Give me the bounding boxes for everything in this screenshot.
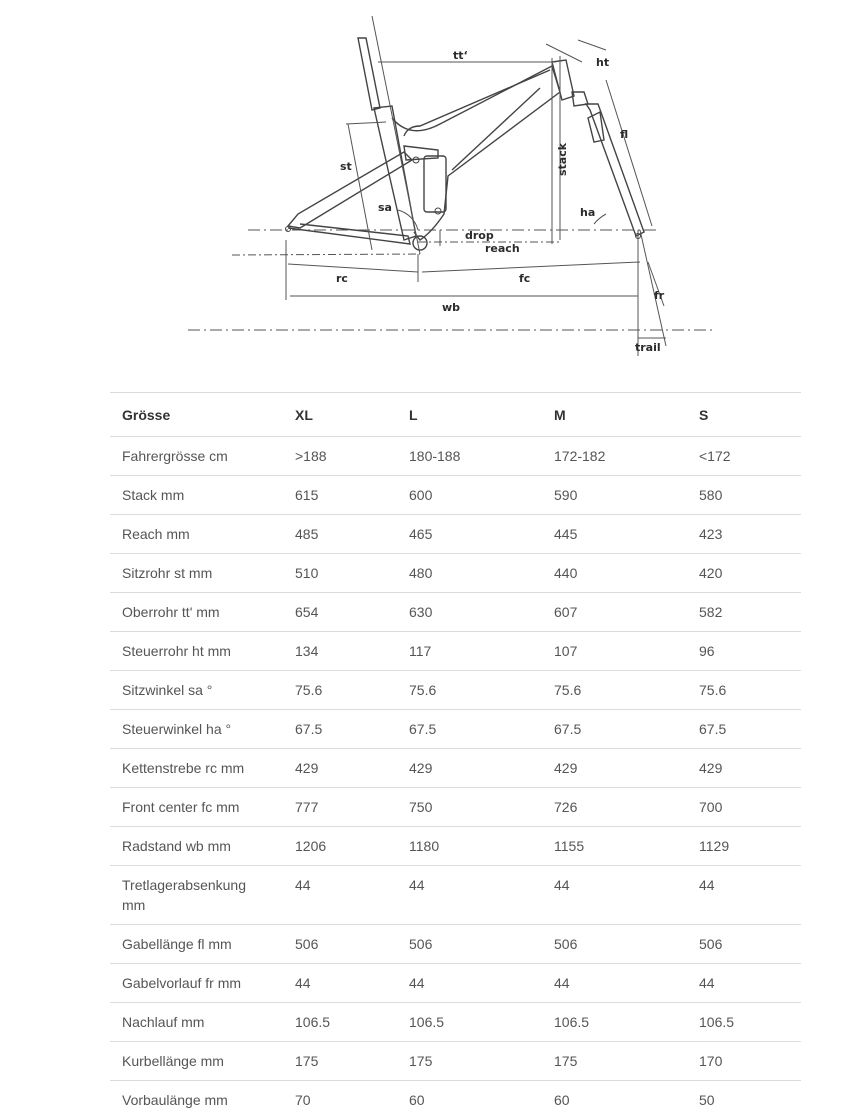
table-row [110,925,801,964]
cell: 44 [687,964,801,1003]
cell: 67.5 [687,710,801,749]
label-stack: stack [556,142,569,176]
table-row [110,749,801,788]
cell: 615 [283,476,397,515]
table-row [110,671,801,710]
label-sa: sa [378,201,392,214]
row-label: Steuerrohr ht mm [110,632,283,671]
cell: 175 [542,1042,687,1081]
row-label: Steuerwinkel ha ° [110,710,283,749]
cell: 44 [542,866,687,925]
cell: 630 [397,593,542,632]
bike-geometry-diagram [0,0,868,370]
cell: 465 [397,515,542,554]
cell: 510 [283,554,397,593]
table-row [110,1042,801,1081]
cell: 726 [542,788,687,827]
row-label: Fahrergrösse cm [110,437,283,476]
table-row [110,632,801,671]
label-rc: rc [336,272,348,285]
table-row [110,788,801,827]
cell: 429 [283,749,397,788]
label-reach: reach [485,242,520,255]
label-ht: ht [596,56,610,69]
label-fl: fl [620,128,629,141]
cell: 580 [687,476,801,515]
cell: 607 [542,593,687,632]
cell: 70 [283,1081,397,1120]
cell: <172 [687,437,801,476]
cell: 44 [283,964,397,1003]
label-wb: wb [442,301,461,314]
header-xl: XL [283,393,397,437]
cell: 44 [542,964,687,1003]
cell: 485 [283,515,397,554]
table-row [110,593,801,632]
row-label: Vorbaulänge mm [110,1081,283,1120]
cell: 506 [687,925,801,964]
row-label: Gabellänge fl mm [110,925,283,964]
cell: 506 [283,925,397,964]
cell: 175 [397,1042,542,1081]
cell: 429 [542,749,687,788]
cell: 75.6 [687,671,801,710]
cell: 654 [283,593,397,632]
table-row [110,866,801,925]
label-fr: fr [654,289,665,302]
cell: 67.5 [397,710,542,749]
cell: 60 [542,1081,687,1120]
cell: 107 [542,632,687,671]
header-m: M [542,393,687,437]
row-label: Sitzrohr st mm [110,554,283,593]
cell: 777 [283,788,397,827]
cell: 480 [397,554,542,593]
label-st: st [340,160,352,173]
label-fc: fc [519,272,531,285]
label-drop: drop [465,229,494,242]
table-row [110,554,801,593]
cell: 67.5 [283,710,397,749]
row-label: Front center fc mm [110,788,283,827]
table-row [110,515,801,554]
cell: 1129 [687,827,801,866]
row-label: Oberrohr tt' mm [110,593,283,632]
cell: 429 [687,749,801,788]
row-label: Sitzwinkel sa ° [110,671,283,710]
row-label: Gabelvorlauf fr mm [110,964,283,1003]
cell: 423 [687,515,801,554]
cell: 506 [397,925,542,964]
cell: 1180 [397,827,542,866]
row-label: Kettenstrebe rc mm [110,749,283,788]
cell: 172-182 [542,437,687,476]
row-label: Reach mm [110,515,283,554]
cell: 175 [283,1042,397,1081]
cell: 134 [283,632,397,671]
table-row [110,710,801,749]
row-label: Nachlauf mm [110,1003,283,1042]
table-row [110,827,801,866]
cell: 445 [542,515,687,554]
cell: 1155 [542,827,687,866]
cell: 60 [397,1081,542,1120]
row-label: Kurbellänge mm [110,1042,283,1081]
cell: 106.5 [542,1003,687,1042]
cell: 440 [542,554,687,593]
table-row [110,964,801,1003]
header-size: Grösse [110,393,283,437]
cell: 75.6 [397,671,542,710]
cell: 75.6 [283,671,397,710]
cell: 44 [397,964,542,1003]
row-label: Tretlagerabsenkung mm [110,866,283,925]
cell: 180-188 [397,437,542,476]
table-row [110,1081,801,1120]
cell: 106.5 [397,1003,542,1042]
row-label: Radstand wb mm [110,827,283,866]
label-ha: ha [580,206,596,219]
table-row [110,476,801,515]
cell: >188 [283,437,397,476]
table-row [110,437,801,476]
cell: 44 [283,866,397,925]
cell: 106.5 [687,1003,801,1042]
cell: 506 [542,925,687,964]
cell: 420 [687,554,801,593]
cell: 106.5 [283,1003,397,1042]
cell: 75.6 [542,671,687,710]
cell: 50 [687,1081,801,1120]
cell: 96 [687,632,801,671]
table-row [110,1003,801,1042]
cell: 600 [397,476,542,515]
cell: 117 [397,632,542,671]
header-row [110,393,801,437]
header-s: S [687,393,801,437]
cell: 1206 [283,827,397,866]
cell: 44 [397,866,542,925]
cell: 590 [542,476,687,515]
label-trail: trail [635,341,661,354]
header-l: L [397,393,542,437]
cell: 750 [397,788,542,827]
cell: 700 [687,788,801,827]
geometry-table [110,392,801,1120]
cell: 582 [687,593,801,632]
cell: 67.5 [542,710,687,749]
cell: 170 [687,1042,801,1081]
row-label: Stack mm [110,476,283,515]
cell: 429 [397,749,542,788]
label-tt: tt‘ [453,49,468,62]
cell: 44 [687,866,801,925]
